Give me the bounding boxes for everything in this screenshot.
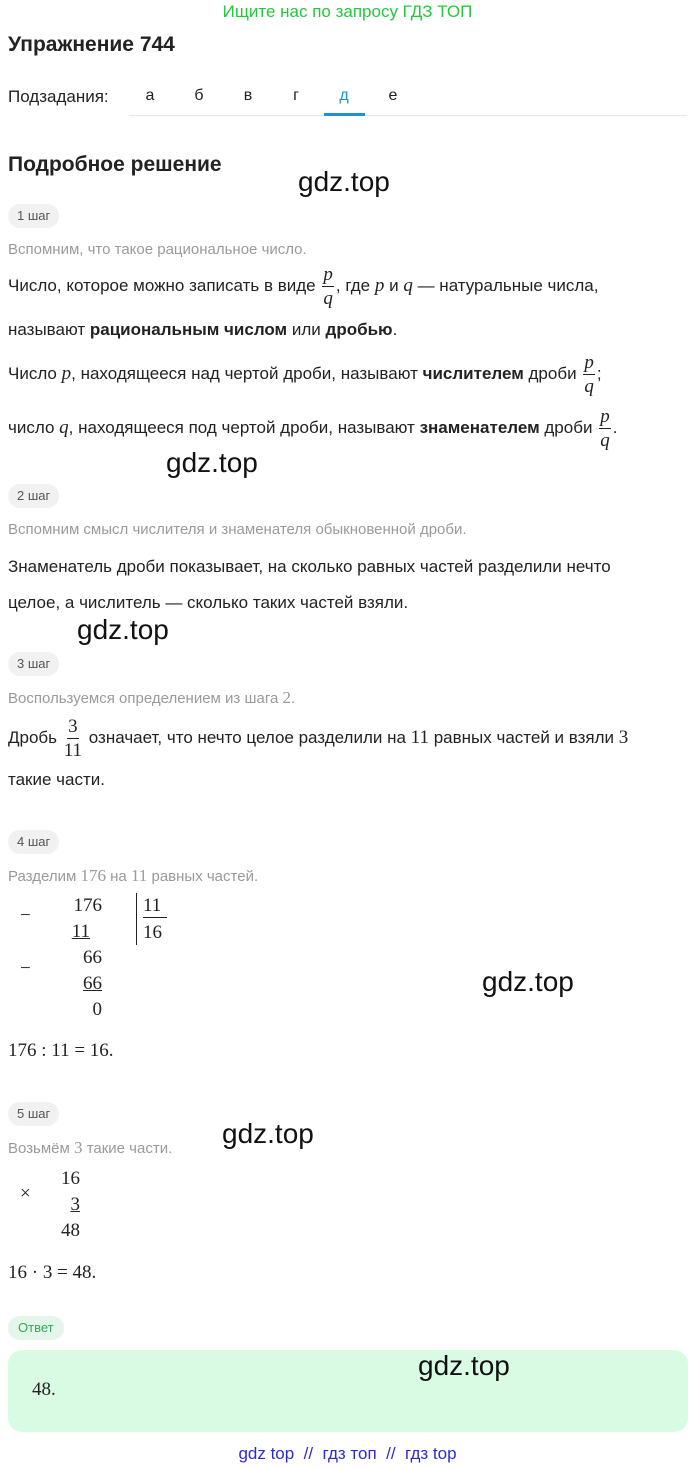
text: . [392, 320, 398, 339]
top-banner: Ищите нас по запросу ГДЗ ТОП [222, 2, 473, 21]
number: 11 [410, 727, 429, 748]
bold-term: знаменателем [419, 418, 540, 437]
text: — натуральные числа, [417, 276, 599, 295]
fraction-p-over-q [583, 353, 595, 396]
divisor: 11 [143, 895, 167, 918]
fraction-numerator: p [600, 405, 610, 427]
step-3-badge: 3 шаг [8, 652, 59, 676]
answer-badge: Ответ [8, 1316, 64, 1340]
remainder-1: 66 [83, 947, 102, 968]
product: 48 [61, 1220, 80, 1241]
text: число [8, 418, 55, 437]
text: Разделим [8, 868, 77, 885]
multiplicand: 16 [61, 1168, 80, 1189]
text: Число [8, 364, 57, 383]
fraction-denominator: q [600, 429, 610, 451]
fraction-numerator: p [584, 351, 594, 373]
step-2-badge: 2 шаг [8, 484, 59, 508]
tab-g[interactable]: г [293, 87, 299, 104]
tab-a[interactable]: а [145, 87, 155, 104]
bold-term: дробью [325, 320, 393, 339]
remainder-final: 0 [92, 999, 102, 1020]
number: 176 [80, 866, 106, 885]
number: 3 [618, 727, 629, 748]
text: ; [596, 364, 602, 383]
step-1-line-3 [8, 350, 602, 398]
active-tab-indicator [324, 113, 365, 116]
number: 3 [74, 1138, 83, 1157]
division-result: 176 : 11 = 16. [8, 1040, 114, 1061]
text: называют [8, 320, 86, 339]
bold-term: числителем [422, 364, 524, 383]
answer-box [8, 1350, 688, 1432]
multiplication-result: 16 · 3 = 48. [8, 1262, 97, 1283]
division-bar [136, 893, 137, 945]
fraction-p-over-q [322, 265, 334, 308]
step-3-intro [8, 688, 295, 708]
step-3-line-2: такие части. [8, 770, 105, 789]
bold-term: рациональным числом [89, 320, 288, 339]
text: дроби [528, 364, 577, 383]
step-1-badge: 1 шаг [8, 204, 59, 228]
page-title: Упражнение 744 [8, 33, 175, 56]
tab-v[interactable]: в [243, 87, 253, 104]
step-4-badge: 4 шаг [8, 830, 59, 854]
times-sign: × [20, 1183, 31, 1204]
text: равных частей. [151, 868, 259, 885]
tab-d-active[interactable]: д [339, 87, 349, 104]
subtrahend-2: 66 [83, 973, 102, 994]
step-4-intro [8, 866, 258, 886]
multiplier: 3 [70, 1194, 80, 1215]
step-5-badge: 5 шаг [8, 1102, 59, 1126]
watermark: gdz.top [418, 1350, 510, 1381]
fraction-p-over-q [599, 407, 611, 450]
step-1-line-4 [8, 404, 617, 452]
fraction-denominator: 11 [63, 739, 83, 761]
text: , находящееся над чертой дроби, называют [71, 364, 418, 383]
step-1-intro: Вспомним, что такое рациональное число. [8, 241, 307, 258]
step-5-intro [8, 1138, 172, 1158]
text: и [389, 276, 399, 295]
fraction-3-over-11 [64, 717, 82, 760]
step-2-line-1: Знаменатель дроби показывает, на сколько равных частей разделили нечто [8, 557, 611, 576]
quotient: 16 [143, 922, 162, 943]
text: Воспользуемся определением из шага [8, 690, 279, 707]
text: равных частей и взяли [433, 728, 615, 747]
text: Число, которое можно записать в виде [8, 276, 316, 295]
var-p: p [374, 275, 385, 296]
watermark: gdz.top [222, 1118, 314, 1149]
watermark: gdz.top [298, 166, 390, 197]
var-q: q [59, 417, 69, 438]
watermark: gdz.top [482, 966, 574, 997]
watermark: gdz.top [77, 614, 169, 645]
text: на [110, 868, 127, 885]
tab-b[interactable]: б [194, 87, 204, 104]
footer-links[interactable]: gdz top // гдз топ // гдз top [238, 1444, 457, 1463]
fraction-denominator: q [323, 287, 333, 309]
text: означает, что нечто целое разделили на [88, 728, 406, 747]
text: или [291, 320, 321, 339]
text: Дробь [8, 728, 58, 747]
number: 11 [130, 866, 148, 885]
text: такие части. [86, 1140, 173, 1157]
text: дроби [544, 418, 593, 437]
step-3-line-1 [8, 712, 628, 764]
tab-e[interactable]: е [388, 87, 398, 104]
step-2-intro: Вспомним смысл числителя и знаменателя обыкновенной дроби. [8, 521, 467, 538]
dividend: 176 [73, 895, 102, 916]
text: . [612, 418, 618, 437]
fraction-numerator: p [323, 263, 333, 285]
minus-sign: − [20, 958, 31, 979]
fraction-denominator: q [584, 375, 594, 397]
var-p: p [61, 363, 72, 384]
step-1-line-1 [8, 262, 598, 310]
answer-value: 48. [32, 1379, 56, 1400]
var-q: q [403, 275, 413, 296]
tabs-divider [129, 115, 687, 116]
step-1-line-2 [8, 320, 397, 340]
fraction-numerator: 3 [68, 715, 78, 737]
text: , где [335, 276, 371, 295]
section-title: Подробное решение [8, 153, 222, 176]
minus-sign: − [20, 905, 31, 926]
subtasks-label: Подзадания: [8, 87, 109, 106]
step-2-line-2: целое, а числитель — сколько таких частей взяли. [8, 593, 409, 612]
watermark: gdz.top [166, 447, 258, 478]
text: , находящееся под чертой дроби, называют [68, 418, 415, 437]
text: Возьмём [8, 1140, 70, 1157]
number: 2 [282, 688, 291, 707]
text: . [291, 690, 296, 707]
subtrahend-1: 11 [71, 921, 90, 942]
